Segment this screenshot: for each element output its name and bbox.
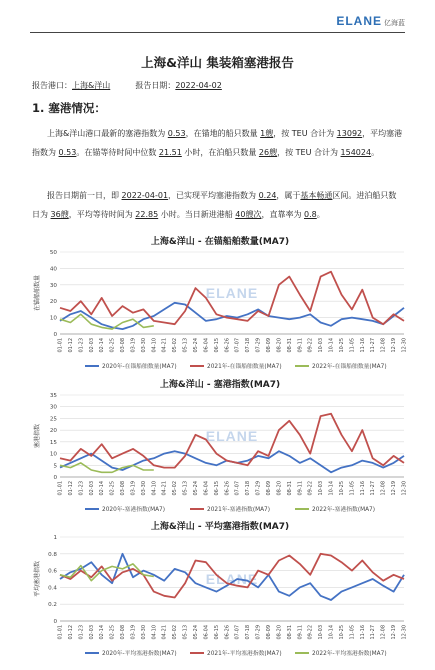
chart-title: 上海&洋山 - 在锚船舶数量(MA7) — [150, 237, 290, 247]
y-tick-label: 0.6 — [48, 568, 57, 575]
x-tick-label: 04-10 — [151, 625, 158, 640]
x-tick-label: 07-29 — [255, 625, 262, 640]
watermark: ELANE — [205, 285, 259, 301]
x-tick-label: 09-11 — [297, 625, 304, 640]
x-tick-label: 08-31 — [286, 481, 293, 496]
x-tick-label: 12-08 — [380, 338, 387, 353]
report-meta — [32, 80, 222, 91]
date-value: 2022-04-02 — [175, 81, 222, 90]
x-tick-label: 11-05 — [349, 625, 356, 640]
x-tick-label: 05-13 — [182, 338, 189, 353]
x-tick-label: 02-14 — [99, 481, 106, 496]
y-tick-label: 30 — [49, 282, 57, 289]
summary-paragraph: 上海&洋山港口最新的塞港指数为 0.53，在锚地的船只数量 1艘，按 TEU 合计为 13092，平均塞港指数为 0.53。在锚等待时间中位数 21.51 小时，在泊船只数量 26艘，按 TEU 合计为 154024。 — [32, 129, 403, 157]
y-tick-label: 1 — [53, 535, 57, 541]
x-tick-label: 01-23 — [78, 481, 85, 496]
x-tick-label: 07-07 — [234, 481, 241, 496]
section-heading: 1. 塞港情况： — [32, 101, 106, 115]
x-tick-label: 03-19 — [130, 625, 137, 640]
value-avg-index: 0.53 — [58, 148, 77, 157]
x-tick-label: 03-30 — [140, 338, 147, 353]
x-tick-label: 08-09 — [265, 481, 272, 496]
y-tick-label: 0.4 — [48, 585, 57, 592]
x-tick-label: 08-20 — [276, 338, 283, 353]
x-tick-label: 05-13 — [182, 625, 189, 640]
x-tick-label: 06-04 — [203, 625, 210, 640]
x-tick-label: 01-01 — [57, 481, 64, 496]
x-tick-label: 04-21 — [161, 625, 168, 640]
congestion-index-chart — [30, 377, 410, 515]
value-status: 基本畅通 — [300, 191, 333, 200]
x-tick-label: 02-25 — [109, 338, 116, 353]
x-tick-label: 11-27 — [370, 481, 377, 496]
x-tick-label: 07-18 — [245, 481, 252, 496]
y-tick-label: 0 — [53, 619, 57, 625]
x-tick-label: 12-30 — [401, 481, 408, 496]
x-tick-label: 12-19 — [391, 625, 398, 640]
x-tick-label: 08-31 — [286, 338, 293, 353]
x-tick-label: 06-26 — [224, 481, 231, 496]
x-tick-label: 01-12 — [67, 625, 74, 640]
x-tick-label: 01-23 — [78, 338, 85, 353]
y-axis-label: 在锚船舶数量 — [34, 274, 41, 312]
x-tick-label: 01-12 — [67, 481, 74, 496]
x-tick-label: 02-03 — [88, 625, 95, 640]
x-tick-label: 11-05 — [349, 481, 356, 496]
x-tick-label: 02-03 — [88, 338, 95, 353]
x-tick-label: 02-03 — [88, 481, 95, 496]
x-tick-label: 12-19 — [391, 338, 398, 353]
value-prev-index: 0.24 — [258, 191, 277, 200]
y-tick-label: 0.8 — [48, 551, 57, 558]
value-direct-rate: 0.8 — [304, 210, 317, 219]
anchor-ships-chart — [30, 234, 410, 372]
x-tick-label: 11-27 — [370, 625, 377, 640]
x-tick-label: 05-24 — [193, 481, 200, 496]
x-tick-label: 11-16 — [359, 625, 366, 640]
x-tick-label: 10-14 — [328, 338, 335, 353]
watermark: ELANE — [205, 571, 259, 587]
x-tick-label: 11-16 — [359, 338, 366, 353]
x-tick-label: 04-10 — [151, 481, 158, 496]
value-berth-ships: 26艘 — [258, 148, 278, 157]
x-tick-label: 07-07 — [234, 625, 241, 640]
x-tick-label: 09-22 — [307, 338, 314, 353]
x-tick-label: 11-16 — [359, 481, 366, 496]
x-tick-label: 08-20 — [276, 625, 283, 640]
x-tick-label: 06-04 — [203, 338, 210, 353]
y-tick-label: 10 — [49, 315, 57, 322]
x-tick-label: 11-05 — [349, 338, 356, 353]
y-tick-label: 0 — [53, 475, 57, 481]
x-tick-label: 05-02 — [172, 625, 179, 640]
y-tick-label: 10 — [49, 451, 57, 458]
x-tick-label: 10-25 — [338, 481, 345, 496]
x-tick-label: 08-09 — [265, 338, 272, 353]
x-tick-label: 05-02 — [172, 481, 179, 496]
x-tick-label: 03-19 — [130, 481, 137, 496]
x-tick-label: 10-14 — [328, 481, 335, 496]
chart-title: 上海&洋山 - 平均塞港指数(MA7) — [150, 522, 290, 532]
x-tick-label: 09-22 — [307, 625, 314, 640]
x-tick-label: 05-13 — [182, 481, 189, 496]
x-tick-label: 07-07 — [234, 338, 241, 353]
x-tick-label: 03-30 — [140, 625, 147, 640]
x-tick-label: 10-14 — [328, 625, 335, 640]
y-tick-label: 0.2 — [48, 602, 57, 609]
value-anchor-ships: 1艘 — [260, 129, 274, 138]
x-tick-label: 04-21 — [161, 481, 168, 496]
x-tick-label: 12-08 — [380, 625, 387, 640]
x-tick-label: 06-26 — [224, 338, 231, 353]
previous-day-paragraph: 报告日期前一日，即 2022-04-01，已实现平均塞港指数为 0.24，属于基本畅通区间。进泊船只数日为 36艘，平均等待时间为 22.85 小时。当日新进港船 40艘次，直靠率为 0.8。 — [32, 191, 397, 219]
x-tick-label: 10-03 — [318, 625, 325, 640]
x-tick-label: 05-02 — [172, 338, 179, 353]
value-berthed: 36艘 — [50, 210, 69, 219]
x-tick-label: 03-08 — [120, 481, 127, 496]
x-tick-label: 04-21 — [161, 338, 168, 353]
y-tick-label: 0 — [53, 332, 57, 338]
chart-title: 上海&洋山 - 塞港指数(MA7) — [159, 380, 281, 390]
x-tick-label: 12-30 — [401, 625, 408, 640]
x-tick-label: 01-01 — [57, 338, 64, 353]
legend-label: 2021年-在锚船舶数量(MA7) — [207, 364, 282, 370]
x-tick-label: 02-14 — [99, 625, 106, 640]
x-tick-label: 03-08 — [120, 625, 127, 640]
avg-congestion-chart — [30, 519, 410, 659]
x-tick-label: 09-11 — [297, 338, 304, 353]
x-tick-label: 07-18 — [245, 625, 252, 640]
date-label: 报告日期： — [135, 81, 176, 90]
x-tick-label: 12-30 — [401, 338, 408, 353]
x-tick-label: 07-18 — [245, 338, 252, 353]
y-tick-label: 25 — [49, 416, 57, 423]
report-title: 上海&洋山 集装箱塞港报告 — [141, 55, 294, 70]
x-tick-label: 12-19 — [391, 481, 398, 496]
legend-label: 2022年-在锚船舶数量(MA7) — [312, 364, 387, 370]
x-tick-label: 02-25 — [109, 481, 116, 496]
y-tick-label: 50 — [49, 250, 57, 256]
watermark: ELANE — [205, 428, 259, 444]
x-tick-label: 11-27 — [370, 338, 377, 353]
x-tick-label: 06-04 — [203, 481, 210, 496]
x-tick-label: 03-19 — [130, 338, 137, 353]
y-axis-label: 平均塞港指数 — [34, 560, 41, 598]
value-berth-teu: 154024 — [340, 148, 372, 157]
x-tick-label: 01-01 — [57, 625, 64, 640]
x-tick-label: 09-22 — [307, 481, 314, 496]
x-tick-label: 06-15 — [213, 625, 220, 640]
x-tick-label: 03-08 — [120, 338, 127, 353]
port-value: 上海&洋山 — [72, 81, 111, 90]
x-tick-label: 12-08 — [380, 481, 387, 496]
x-tick-label: 02-14 — [99, 338, 106, 353]
legend-label: 2022年-塞港指数(MA7) — [312, 507, 376, 513]
header-divider — [30, 32, 405, 33]
x-tick-label: 08-09 — [265, 625, 272, 640]
y-tick-label: 30 — [49, 404, 57, 411]
x-tick-label: 06-15 — [213, 481, 220, 496]
legend-label: 2020年-平均塞港指数(MA7) — [102, 651, 177, 657]
value-anchor-teu: 13092 — [336, 129, 363, 138]
y-tick-label: 35 — [49, 393, 57, 399]
x-tick-label: 10-03 — [318, 481, 325, 496]
x-tick-label: 10-25 — [338, 338, 345, 353]
x-tick-label: 07-29 — [255, 481, 262, 496]
company-logo: ELANE 亿海蓝 — [336, 14, 405, 28]
x-tick-label: 07-29 — [255, 338, 262, 353]
y-tick-label: 15 — [49, 439, 57, 446]
x-tick-label: 01-23 — [78, 625, 85, 640]
x-tick-label: 10-03 — [318, 338, 325, 353]
x-tick-label: 08-31 — [286, 625, 293, 640]
legend-label: 2022年-平均塞港指数(MA7) — [312, 651, 387, 657]
x-tick-label: 10-25 — [338, 625, 345, 640]
y-tick-label: 20 — [49, 428, 57, 435]
x-tick-label: 02-25 — [109, 625, 116, 640]
value-wait: 22.85 — [135, 210, 159, 219]
value-index: 0.53 — [167, 129, 186, 138]
y-tick-label: 20 — [49, 299, 57, 306]
value-new-arrivals: 40艘次 — [235, 210, 262, 219]
value-wait-median: 21.51 — [158, 148, 182, 157]
y-tick-label: 40 — [49, 266, 57, 273]
legend-label: 2020年-塞港指数(MA7) — [102, 507, 166, 513]
x-tick-label: 05-24 — [193, 338, 200, 353]
y-axis-label: 塞港指数 — [34, 423, 41, 449]
legend-label: 2021年-塞港指数(MA7) — [207, 507, 271, 513]
x-tick-label: 08-20 — [276, 481, 283, 496]
x-tick-label: 03-30 — [140, 481, 147, 496]
x-tick-label: 04-10 — [151, 338, 158, 353]
port-label: 报告港口： — [32, 81, 72, 90]
x-tick-label: 06-15 — [213, 338, 220, 353]
legend-label: 2020年-在锚船舶数量(MA7) — [102, 364, 177, 370]
x-tick-label: 01-12 — [67, 338, 74, 353]
x-tick-label: 09-11 — [297, 481, 304, 496]
x-tick-label: 05-24 — [193, 625, 200, 640]
legend-label: 2021年-平均塞港指数(MA7) — [207, 651, 282, 657]
y-tick-label: 5 — [53, 463, 57, 470]
value-prev-date: 2022-04-01 — [121, 191, 169, 200]
x-tick-label: 06-26 — [224, 625, 231, 640]
